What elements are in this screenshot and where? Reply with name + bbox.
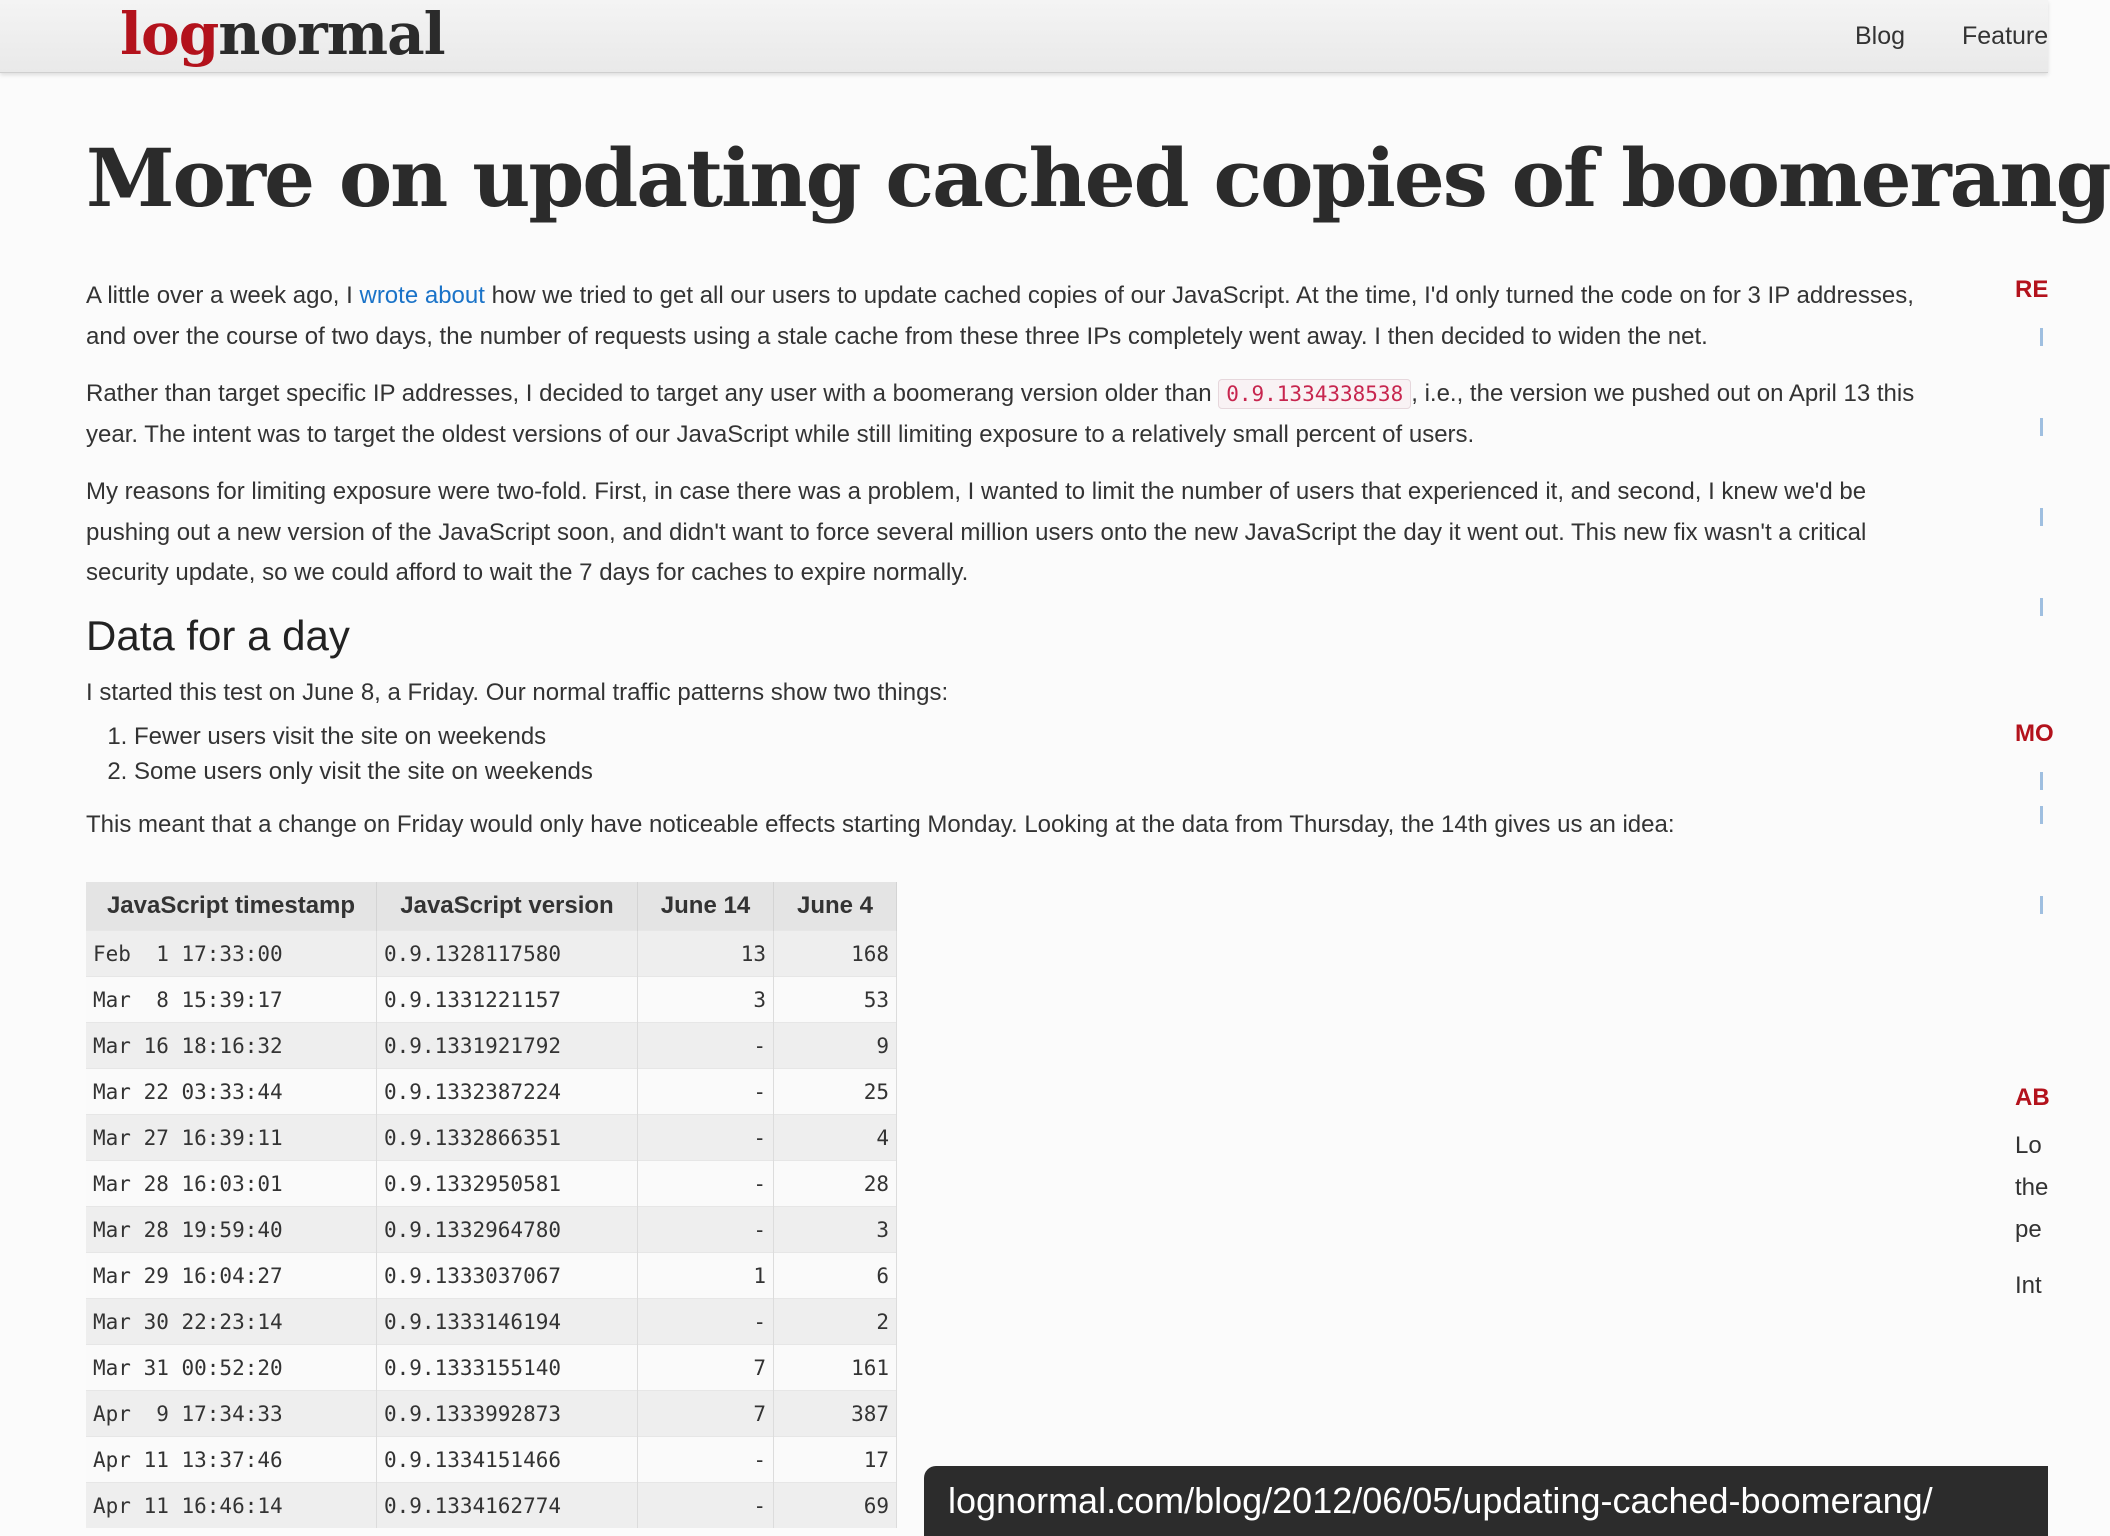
traffic-points-list bbox=[86, 719, 1946, 789]
cell-june-4: 9 bbox=[774, 1023, 897, 1069]
cell-version: 0.9.1333146194 bbox=[377, 1299, 638, 1345]
table-row bbox=[86, 977, 897, 1023]
cell-june-4: 3 bbox=[774, 1207, 897, 1253]
cell-june-14: 7 bbox=[638, 1345, 774, 1391]
cell-june-14: 7 bbox=[638, 1391, 774, 1437]
cell-timestamp: Mar 30 22:23:14 bbox=[86, 1299, 377, 1345]
sidebar-link-fragment[interactable] bbox=[2040, 508, 2051, 526]
list-item: 2. Some users only visit the site on weekends bbox=[134, 754, 1946, 789]
cell-june-4: 6 bbox=[774, 1253, 897, 1299]
sidebar-link-fragment[interactable] bbox=[2040, 896, 2051, 914]
nav-features-link[interactable]: Feature bbox=[1962, 22, 2049, 50]
top-navbar bbox=[0, 0, 2048, 73]
paragraph-4: I started this test on June 8, a Friday. Our normal traffic patterns show two things: bbox=[86, 678, 949, 706]
article-body bbox=[86, 276, 1946, 863]
paragraph-1: A little over a week ago, I wrote about how we tried to get all our users to update cached copies of our JavaScript. At the time, I'd only turned the code on for 3 IP addresses, and over the course of two days, the number of requests using a stale cache from these three IPs completely went away. I then decided to widen the net. bbox=[86, 282, 1914, 350]
cell-june-4: 17 bbox=[774, 1437, 897, 1483]
cell-timestamp: Apr 9 17:34:33 bbox=[86, 1391, 377, 1437]
paragraph-2: Rather than target specific IP addresses, I decided to target any user with a boomerang version older than 0.9.1334338538 , i.e., the version we pushed out on April 13 this year. The intent was to target the oldest versions of our JavaScript while still limiting exposure to a relatively small percent of users. bbox=[86, 380, 1915, 448]
cell-june-14: - bbox=[638, 1069, 774, 1115]
cell-version: 0.9.1328117580 bbox=[377, 931, 638, 977]
cell-june-4: 69 bbox=[774, 1483, 897, 1529]
table-row bbox=[86, 1023, 897, 1069]
header-june-14: June 14 bbox=[638, 882, 774, 931]
cell-version: 0.9.1332866351 bbox=[377, 1115, 638, 1161]
table-row bbox=[86, 1115, 897, 1161]
site-logo[interactable] bbox=[120, 2, 445, 66]
sidebar-link-fragment[interactable] bbox=[2040, 328, 2051, 346]
table-row bbox=[86, 1299, 897, 1345]
cell-timestamp: Mar 29 16:04:27 bbox=[86, 1253, 377, 1299]
data-table-container bbox=[86, 882, 897, 1528]
nav-blog-link[interactable]: Blog bbox=[1855, 22, 1906, 50]
url-caption: lognormal.com/blog/2012/06/05/updating-cached-boomerang/ bbox=[924, 1466, 2048, 1536]
cell-version: 0.9.1333155140 bbox=[377, 1345, 638, 1391]
sidebar-about-text: pe bbox=[2015, 1216, 2042, 1243]
cell-june-14: 3 bbox=[638, 977, 774, 1023]
cell-version: 0.9.1331221157 bbox=[377, 977, 638, 1023]
cell-version: 0.9.1333992873 bbox=[377, 1391, 638, 1437]
table-row bbox=[86, 1161, 897, 1207]
cell-version: 0.9.1332387224 bbox=[377, 1069, 638, 1115]
cell-version: 0.9.1334162774 bbox=[377, 1483, 638, 1529]
logo-log: log bbox=[120, 0, 219, 68]
paragraph-5: This meant that a change on Friday would only have noticeable effects starting Monday. Looking at the data from Thursday, the 14th gives us an idea: bbox=[86, 811, 1675, 838]
cell-june-14: 13 bbox=[638, 931, 774, 977]
cell-version: 0.9.1332964780 bbox=[377, 1207, 638, 1253]
sidebar-heading-about: AB bbox=[2015, 1084, 2050, 1111]
cell-june-14: - bbox=[638, 1207, 774, 1253]
table-row bbox=[86, 1391, 897, 1437]
cell-june-14: 1 bbox=[638, 1253, 774, 1299]
cell-june-4: 2 bbox=[774, 1299, 897, 1345]
logo-normal: normal bbox=[218, 0, 445, 68]
cell-june-14: - bbox=[638, 1023, 774, 1069]
cell-version: 0.9.1331921792 bbox=[377, 1023, 638, 1069]
cell-june-4: 168 bbox=[774, 931, 897, 977]
section-heading-data-for-a-day: Data for a day bbox=[86, 611, 350, 659]
cell-timestamp: Mar 22 03:33:44 bbox=[86, 1069, 377, 1115]
cell-timestamp: Apr 11 13:37:46 bbox=[86, 1437, 377, 1483]
cell-june-14: - bbox=[638, 1437, 774, 1483]
cell-timestamp: Mar 27 16:39:11 bbox=[86, 1115, 377, 1161]
cell-june-14: - bbox=[638, 1299, 774, 1345]
paragraph-3: My reasons for limiting exposure were two-fold. First, in case there was a problem, I wanted to limit the number of users that experienced it, and second, I knew we'd be pushing out a new version of the JavaScript soon, and didn't want to force several million users onto the new JavaScript the day it went out. This new fix wasn't a critical security update, so we could afford to wait the 7 days for caches to expire normally. bbox=[86, 478, 1867, 586]
cell-timestamp: Mar 16 18:16:32 bbox=[86, 1023, 377, 1069]
version-code: 0.9.1334338538 bbox=[1218, 379, 1411, 409]
sidebar-link-fragment[interactable] bbox=[2040, 806, 2051, 824]
sidebar-link-fragment[interactable] bbox=[2040, 772, 2051, 790]
article-title: More on updating cached copies of boomerang bbox=[86, 131, 2110, 225]
table-row bbox=[86, 1483, 897, 1529]
cell-june-14: - bbox=[638, 1161, 774, 1207]
cell-june-4: 161 bbox=[774, 1345, 897, 1391]
header-june-4: June 4 bbox=[774, 882, 897, 931]
sidebar-about-text: Int bbox=[2015, 1272, 2042, 1299]
cell-version: 0.9.1332950581 bbox=[377, 1161, 638, 1207]
table-row bbox=[86, 1345, 897, 1391]
sidebar-link-fragment[interactable] bbox=[2040, 598, 2051, 616]
cell-june-4: 387 bbox=[774, 1391, 897, 1437]
sidebar-heading-more: MO bbox=[2015, 720, 2054, 747]
cell-version: 0.9.1334151466 bbox=[377, 1437, 638, 1483]
wrote-about-link[interactable]: wrote about bbox=[359, 282, 485, 309]
cell-june-4: 25 bbox=[774, 1069, 897, 1115]
sidebar-heading-recent: RE bbox=[2015, 276, 2049, 303]
header-js-timestamp: JavaScript timestamp bbox=[86, 882, 377, 931]
table-row bbox=[86, 1437, 897, 1483]
cell-timestamp: Mar 28 16:03:01 bbox=[86, 1161, 377, 1207]
cell-timestamp: Feb 1 17:33:00 bbox=[86, 931, 377, 977]
list-item: 1. Fewer users visit the site on weekends bbox=[134, 719, 1946, 754]
cell-timestamp: Mar 8 15:39:17 bbox=[86, 977, 377, 1023]
cell-june-4: 53 bbox=[774, 977, 897, 1023]
cell-version: 0.9.1333037067 bbox=[377, 1253, 638, 1299]
sidebar-link-fragment[interactable] bbox=[2040, 418, 2051, 436]
table-row bbox=[86, 1207, 897, 1253]
table-body bbox=[86, 931, 897, 1529]
cell-timestamp: Apr 11 16:46:14 bbox=[86, 1483, 377, 1529]
cell-june-14: - bbox=[638, 1115, 774, 1161]
cell-timestamp: Mar 31 00:52:20 bbox=[86, 1345, 377, 1391]
cell-june-4: 4 bbox=[774, 1115, 897, 1161]
version-counts-table bbox=[86, 882, 897, 1528]
table-row bbox=[86, 1069, 897, 1115]
table-row bbox=[86, 1253, 897, 1299]
cell-timestamp: Mar 28 19:59:40 bbox=[86, 1207, 377, 1253]
table-header-row bbox=[86, 882, 897, 931]
sidebar-about-text: Lo bbox=[2015, 1132, 2042, 1159]
sidebar-about-text: the bbox=[2015, 1174, 2049, 1201]
cell-june-4: 28 bbox=[774, 1161, 897, 1207]
header-js-version: JavaScript version bbox=[377, 882, 638, 931]
cell-june-14: - bbox=[638, 1483, 774, 1529]
table-row bbox=[86, 931, 897, 977]
